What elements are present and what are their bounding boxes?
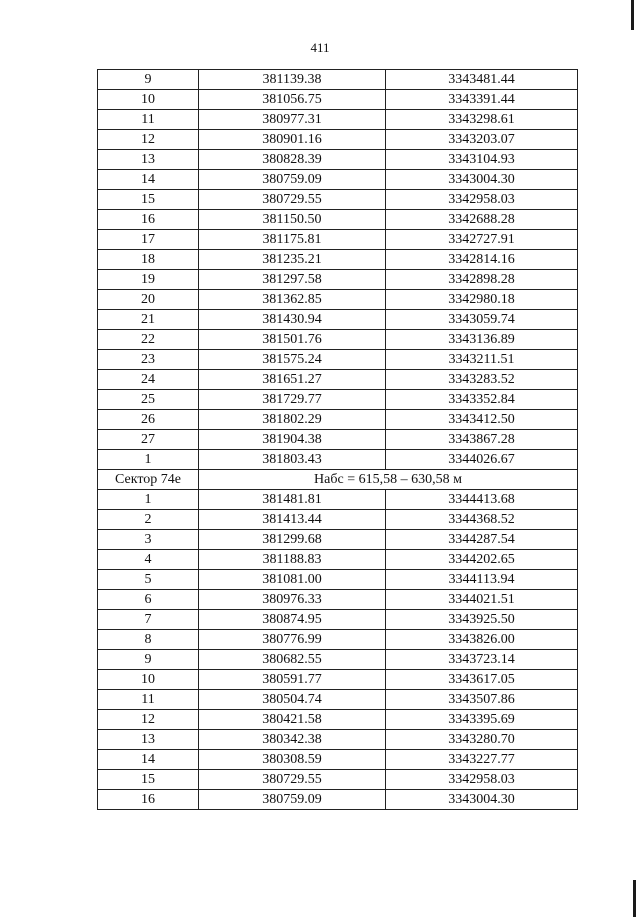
point-number: 21 bbox=[98, 310, 199, 330]
table-row bbox=[98, 410, 578, 430]
table-row bbox=[98, 570, 578, 590]
point-number: 15 bbox=[98, 190, 199, 210]
coordinate-y: 3344287.54 bbox=[386, 530, 578, 550]
coordinates-table bbox=[97, 69, 578, 810]
coordinate-x: 381362.85 bbox=[199, 290, 386, 310]
coordinate-x: 381188.83 bbox=[199, 550, 386, 570]
point-number: 24 bbox=[98, 370, 199, 390]
point-number: 23 bbox=[98, 350, 199, 370]
coordinate-y: 3342814.16 bbox=[386, 250, 578, 270]
point-number: 14 bbox=[98, 170, 199, 190]
coordinate-x: 380308.59 bbox=[199, 750, 386, 770]
table-row bbox=[98, 650, 578, 670]
table-row bbox=[98, 610, 578, 630]
point-number: 15 bbox=[98, 770, 199, 790]
point-number: 9 bbox=[98, 70, 199, 90]
coordinate-y: 3343723.14 bbox=[386, 650, 578, 670]
point-number: 4 bbox=[98, 550, 199, 570]
table-row bbox=[98, 450, 578, 470]
table-row bbox=[98, 310, 578, 330]
coordinate-y: 3344368.52 bbox=[386, 510, 578, 530]
coordinate-x: 381175.81 bbox=[199, 230, 386, 250]
coordinate-y: 3342727.91 bbox=[386, 230, 578, 250]
coordinate-x: 381413.44 bbox=[199, 510, 386, 530]
coordinate-x: 381235.21 bbox=[199, 250, 386, 270]
table-row bbox=[98, 390, 578, 410]
coordinate-y: 3343395.69 bbox=[386, 710, 578, 730]
table-row bbox=[98, 430, 578, 450]
table-row bbox=[98, 710, 578, 730]
point-number: 16 bbox=[98, 210, 199, 230]
point-number: 9 bbox=[98, 650, 199, 670]
coordinate-x: 381481.81 bbox=[199, 490, 386, 510]
point-number: 5 bbox=[98, 570, 199, 590]
table-row bbox=[98, 750, 578, 770]
table-row bbox=[98, 70, 578, 90]
table-row bbox=[98, 590, 578, 610]
point-number: 2 bbox=[98, 510, 199, 530]
table-row bbox=[98, 730, 578, 750]
sector-elevation: Набс = 615,58 – 630,58 м bbox=[199, 470, 578, 490]
point-number: 1 bbox=[98, 490, 199, 510]
table-row bbox=[98, 790, 578, 810]
coordinate-x: 381056.75 bbox=[199, 90, 386, 110]
coordinate-y: 3343211.51 bbox=[386, 350, 578, 370]
coordinate-y: 3343203.07 bbox=[386, 130, 578, 150]
coordinate-x: 380976.33 bbox=[199, 590, 386, 610]
table-row bbox=[98, 210, 578, 230]
point-number: 27 bbox=[98, 430, 199, 450]
coordinate-x: 381501.76 bbox=[199, 330, 386, 350]
sector-header-row bbox=[98, 470, 578, 490]
coordinate-y: 3343004.30 bbox=[386, 790, 578, 810]
point-number: 12 bbox=[98, 130, 199, 150]
coordinate-x: 380828.39 bbox=[199, 150, 386, 170]
table-row bbox=[98, 370, 578, 390]
scan-edge-mark bbox=[633, 880, 636, 917]
coordinate-x: 380504.74 bbox=[199, 690, 386, 710]
point-number: 8 bbox=[98, 630, 199, 650]
coordinate-y: 3344026.67 bbox=[386, 450, 578, 470]
point-number: 7 bbox=[98, 610, 199, 630]
coordinate-x: 381575.24 bbox=[199, 350, 386, 370]
coordinate-y: 3342958.03 bbox=[386, 770, 578, 790]
point-number: 11 bbox=[98, 110, 199, 130]
coordinate-y: 3344202.65 bbox=[386, 550, 578, 570]
coordinate-x: 381651.27 bbox=[199, 370, 386, 390]
coordinate-x: 381803.43 bbox=[199, 450, 386, 470]
table-row bbox=[98, 350, 578, 370]
coordinate-y: 3343412.50 bbox=[386, 410, 578, 430]
table-row bbox=[98, 690, 578, 710]
coordinate-x: 381904.38 bbox=[199, 430, 386, 450]
scan-edge-mark bbox=[631, 0, 634, 30]
coordinate-x: 380591.77 bbox=[199, 670, 386, 690]
coordinate-x: 380342.38 bbox=[199, 730, 386, 750]
coordinate-x: 381729.77 bbox=[199, 390, 386, 410]
point-number: 22 bbox=[98, 330, 199, 350]
point-number: 20 bbox=[98, 290, 199, 310]
table-row bbox=[98, 130, 578, 150]
coordinate-x: 380901.16 bbox=[199, 130, 386, 150]
table-row bbox=[98, 490, 578, 510]
coordinate-x: 380421.58 bbox=[199, 710, 386, 730]
coordinate-y: 3342958.03 bbox=[386, 190, 578, 210]
coordinate-x: 381297.58 bbox=[199, 270, 386, 290]
table-row bbox=[98, 110, 578, 130]
table-row bbox=[98, 90, 578, 110]
table-row bbox=[98, 190, 578, 210]
page-number: 411 bbox=[310, 40, 330, 55]
coordinate-x: 381430.94 bbox=[199, 310, 386, 330]
coordinate-y: 3343826.00 bbox=[386, 630, 578, 650]
coordinate-y: 3344021.51 bbox=[386, 590, 578, 610]
coordinate-y: 3343136.89 bbox=[386, 330, 578, 350]
coordinate-x: 381150.50 bbox=[199, 210, 386, 230]
coordinate-y: 3344113.94 bbox=[386, 570, 578, 590]
point-number: 1 bbox=[98, 450, 199, 470]
coordinate-x: 380729.55 bbox=[199, 190, 386, 210]
point-number: 13 bbox=[98, 150, 199, 170]
coordinate-y: 3343280.70 bbox=[386, 730, 578, 750]
coordinate-x: 381081.00 bbox=[199, 570, 386, 590]
point-number: 12 bbox=[98, 710, 199, 730]
point-number: 16 bbox=[98, 790, 199, 810]
coordinate-x: 380682.55 bbox=[199, 650, 386, 670]
point-number: 6 bbox=[98, 590, 199, 610]
coordinate-y: 3343298.61 bbox=[386, 110, 578, 130]
table-row bbox=[98, 550, 578, 570]
coordinate-x: 381299.68 bbox=[199, 530, 386, 550]
point-number: 10 bbox=[98, 90, 199, 110]
coordinate-x: 381139.38 bbox=[199, 70, 386, 90]
coordinate-x: 380729.55 bbox=[199, 770, 386, 790]
table-row bbox=[98, 330, 578, 350]
coordinate-y: 3343059.74 bbox=[386, 310, 578, 330]
point-number: 18 bbox=[98, 250, 199, 270]
coordinate-y: 3343867.28 bbox=[386, 430, 578, 450]
table-row bbox=[98, 290, 578, 310]
point-number: 19 bbox=[98, 270, 199, 290]
point-number: 11 bbox=[98, 690, 199, 710]
point-number: 14 bbox=[98, 750, 199, 770]
coordinate-y: 3343352.84 bbox=[386, 390, 578, 410]
point-number: 3 bbox=[98, 530, 199, 550]
table-row bbox=[98, 150, 578, 170]
table-row bbox=[98, 770, 578, 790]
coordinate-y: 3343227.77 bbox=[386, 750, 578, 770]
point-number: 26 bbox=[98, 410, 199, 430]
coordinate-x: 380759.09 bbox=[199, 790, 386, 810]
coordinate-y: 3343004.30 bbox=[386, 170, 578, 190]
table-row bbox=[98, 670, 578, 690]
coordinate-x: 380874.95 bbox=[199, 610, 386, 630]
coordinate-y: 3342980.18 bbox=[386, 290, 578, 310]
coordinates-table-body bbox=[98, 70, 578, 810]
table-row bbox=[98, 170, 578, 190]
sector-label: Сектор 74е bbox=[98, 470, 199, 490]
point-number: 13 bbox=[98, 730, 199, 750]
coordinate-y: 3342688.28 bbox=[386, 210, 578, 230]
coordinate-x: 381802.29 bbox=[199, 410, 386, 430]
coordinate-y: 3343104.93 bbox=[386, 150, 578, 170]
point-number: 17 bbox=[98, 230, 199, 250]
coordinate-x: 380977.31 bbox=[199, 110, 386, 130]
coordinate-y: 3343617.05 bbox=[386, 670, 578, 690]
point-number: 10 bbox=[98, 670, 199, 690]
coordinate-x: 380776.99 bbox=[199, 630, 386, 650]
coordinate-y: 3342898.28 bbox=[386, 270, 578, 290]
table-row bbox=[98, 630, 578, 650]
table-row bbox=[98, 250, 578, 270]
coordinate-y: 3343283.52 bbox=[386, 370, 578, 390]
coordinate-y: 3343481.44 bbox=[386, 70, 578, 90]
coordinate-y: 3343507.86 bbox=[386, 690, 578, 710]
coordinate-y: 3343391.44 bbox=[386, 90, 578, 110]
coordinate-y: 3344413.68 bbox=[386, 490, 578, 510]
coordinate-y: 3343925.50 bbox=[386, 610, 578, 630]
table-row bbox=[98, 270, 578, 290]
table-row bbox=[98, 530, 578, 550]
point-number: 25 bbox=[98, 390, 199, 410]
table-row bbox=[98, 510, 578, 530]
coordinate-x: 380759.09 bbox=[199, 170, 386, 190]
table-row bbox=[98, 230, 578, 250]
